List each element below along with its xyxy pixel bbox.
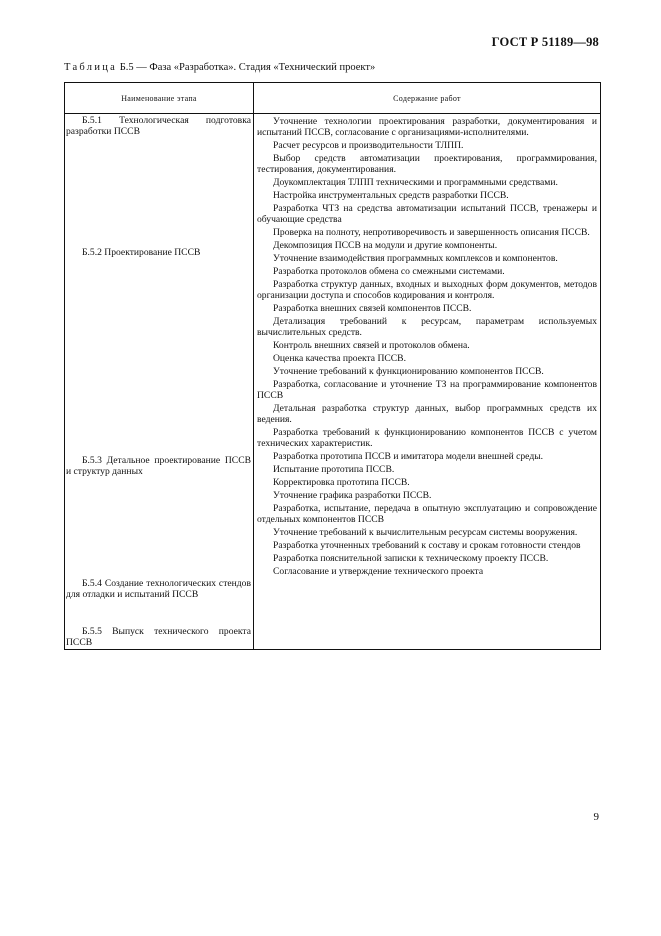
work-item: Разработка, испытание, передача в опытную эксплуатацию и сопровождение отдельных компонентов ПССВ xyxy=(257,503,597,525)
work-item: Расчет ресурсов и производительности ТЛПП. xyxy=(273,140,464,151)
stages-table xyxy=(64,82,601,650)
work-item: Настройка инструментальных средств разработки ПССВ. xyxy=(273,190,509,201)
stage-b55: Б.5.5 Выпуск технического проекта ПССВ xyxy=(66,626,251,648)
table-caption-word: Таблица xyxy=(64,62,118,73)
work-item: Разработка уточненных требований к составу и срокам готовности стендов xyxy=(273,540,581,551)
work-column xyxy=(254,114,600,649)
stage-b54: Б.5.4 Создание технологических стендов для отладки и испытаний ПССВ xyxy=(66,578,251,600)
work-item: Детальная разработка структур данных, выбор программных средств их ведения. xyxy=(257,403,597,425)
work-item: Уточнение технологии проектирования разработки, документирования и испытаний ПССВ, согласование с организациями-исполнителями. xyxy=(257,116,597,138)
work-item: Разработка ЧТЗ на средства автоматизации испытаний ПССВ, тренажеры и обучающие средства xyxy=(257,203,597,225)
table-caption xyxy=(64,62,375,73)
work-item: Доукомплектация ТЛПП техническими и программными средствами. xyxy=(273,177,558,188)
table-header-row xyxy=(65,83,600,114)
work-item: Оценка качества проекта ПССВ. xyxy=(273,353,406,364)
work-item: Декомпозиция ПССВ на модули и другие компоненты. xyxy=(273,240,498,251)
work-item: Корректировка прототипа ПССВ. xyxy=(273,477,410,488)
table-caption-text: Б.5 — Фаза «Разработка». Стадия «Технический проект» xyxy=(119,62,376,73)
work-item: Испытание прототипа ПССВ. xyxy=(273,464,395,475)
work-item: Разработка прототипа ПССВ и имитатора модели внешней среды. xyxy=(273,451,544,462)
stage-b53: Б.5.3 Детальное проектирование ПССВ и структур данных xyxy=(66,455,251,477)
table-body xyxy=(65,114,600,649)
page-number: 9 xyxy=(593,811,599,823)
work-item: Разработка пояснительной записки к техническому проекту ПССВ. xyxy=(273,553,549,564)
work-item: Проверка на полноту, непротиворечивость и завершенность описания ПССВ. xyxy=(273,227,590,238)
column-header-work: Содержание работ xyxy=(393,93,461,103)
work-item: Разработка структур данных, входных и выходных форм документов, методов организации доступа и способов кодирования и контроля. xyxy=(257,279,597,301)
work-item: Разработка, согласование и уточнение ТЗ на программирование компонентов ПССВ xyxy=(257,379,597,401)
work-item: Разработка внешних связей компонентов ПССВ. xyxy=(273,303,472,314)
document-standard-header: ГОСТ Р 51189—98 xyxy=(491,35,599,49)
work-item: Контроль внешних связей и протоколов обмена. xyxy=(273,340,470,351)
work-item: Согласование и утверждение технического проекта xyxy=(273,566,484,577)
work-item: Детализация требований к ресурсам, параметрам используемых вычислительных средств. xyxy=(257,316,597,338)
work-item: Уточнение графика разработки ПССВ. xyxy=(273,490,432,501)
stage-column xyxy=(65,114,254,649)
work-item: Выбор средств автоматизации проектирования, программирования, тестирования, документирования. xyxy=(257,153,597,175)
column-header-stage: Наименование этапа xyxy=(65,83,254,113)
stage-b51: Б.5.1 Технологическая подготовка разработки ПССВ xyxy=(66,115,251,137)
work-item: Уточнение требований к функционированию компонентов ПССВ. xyxy=(273,366,544,377)
work-item: Уточнение требований к вычислительным ресурсам системы вооружения. xyxy=(273,527,578,538)
work-item: Разработка протоколов обмена со смежными системами. xyxy=(273,266,505,277)
stage-b52: Б.5.2 Проектирование ПССВ xyxy=(82,247,201,258)
work-item: Уточнение взаимодействия программных комплексов и компонентов. xyxy=(273,253,558,264)
work-item: Разработка требований к функционированию компонентов ПССВ с учетом технических характеристик. xyxy=(257,427,597,449)
